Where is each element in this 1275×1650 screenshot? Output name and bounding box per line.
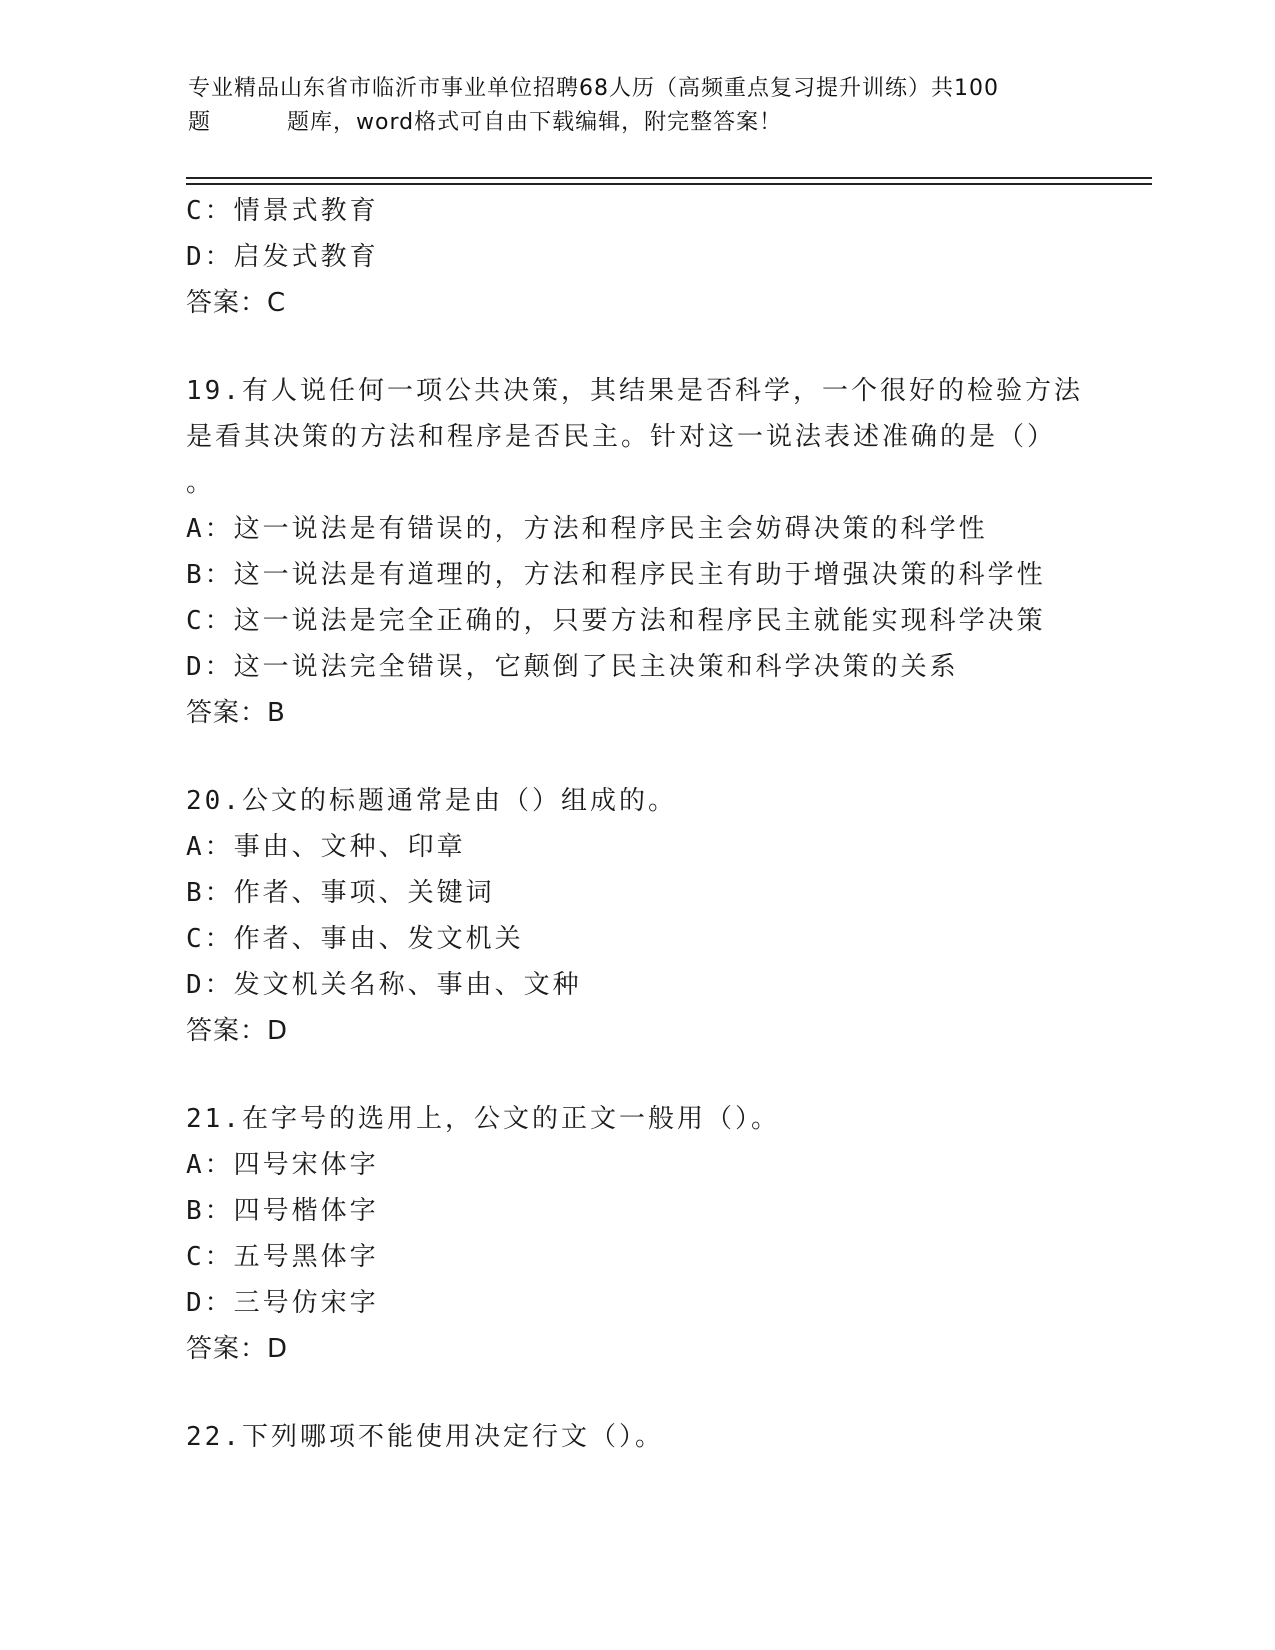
option-c: C：作者、事由、发文机关 [186, 924, 524, 954]
option-d: D：发文机关名称、事由、文种 [186, 970, 582, 1000]
question-stem-line: 。 [186, 468, 216, 498]
question-20 [186, 778, 1146, 1054]
option-a: A：事由、文种、印章 [186, 832, 466, 862]
option-d: D：三号仿宋字 [186, 1288, 379, 1318]
question-stem-line: 是看其决策的方法和程序是否民主。针对这一说法表述准确的是（） [186, 422, 1057, 452]
option-a: A：这一说法是有错误的，方法和程序民主会妨碍决策的科学性 [186, 514, 988, 544]
answer-line: 答案：D [186, 1334, 289, 1364]
answer-line: 答案：D [186, 1016, 289, 1046]
option-b: B：四号楷体字 [186, 1196, 379, 1226]
option-d: D：启发式教育 [186, 242, 379, 272]
question-content [186, 188, 1146, 1460]
question-gap [186, 1372, 1146, 1414]
option-c: C：五号黑体字 [186, 1242, 379, 1272]
page-header [188, 72, 1088, 140]
question-gap [186, 326, 1146, 368]
option-c: C：情景式教育 [186, 196, 379, 226]
header-divider-top [186, 177, 1152, 179]
header-title-line-1: 专业精品山东省市临沂市事业单位招聘68人历（高频重点复习提升训练）共100 [188, 76, 999, 101]
answer-line: 答案：B [186, 698, 286, 728]
question-gap [186, 1054, 1146, 1096]
option-a: A：四号宋体字 [186, 1150, 379, 1180]
header-title-line-2-left: 题 [188, 110, 212, 135]
option-c: C：这一说法是完全正确的，只要方法和程序民主就能实现科学决策 [186, 606, 1046, 636]
header-title-line-2-right: 题库，word格式可自由下载编辑，附完整答案！ [287, 110, 783, 135]
option-d: D：这一说法完全错误，它颠倒了民主决策和科学决策的关系 [186, 652, 959, 682]
question-19 [186, 368, 1146, 736]
question-stem-line: 22.下列哪项不能使用决定行文（）。 [186, 1422, 664, 1452]
answer-line: 答案：C [186, 288, 287, 318]
question-stem-line: 20.公文的标题通常是由（）组成的。 [186, 786, 677, 816]
question-21 [186, 1096, 1146, 1372]
question-22 [186, 1414, 1146, 1460]
option-b: B：作者、事项、关键词 [186, 878, 495, 908]
header-divider-bottom [186, 183, 1152, 185]
question-stem-line: 19.有人说任何一项公共决策，其结果是否科学，一个很好的检验方法 [186, 376, 1083, 406]
question-18-continued [186, 188, 1146, 326]
option-b: B：这一说法是有道理的，方法和程序民主有助于增强决策的科学性 [186, 560, 1046, 590]
question-stem-line: 21.在字号的选用上，公文的正文一般用（）。 [186, 1104, 780, 1134]
header-title-line-2 [188, 106, 1088, 140]
question-gap [186, 736, 1146, 778]
